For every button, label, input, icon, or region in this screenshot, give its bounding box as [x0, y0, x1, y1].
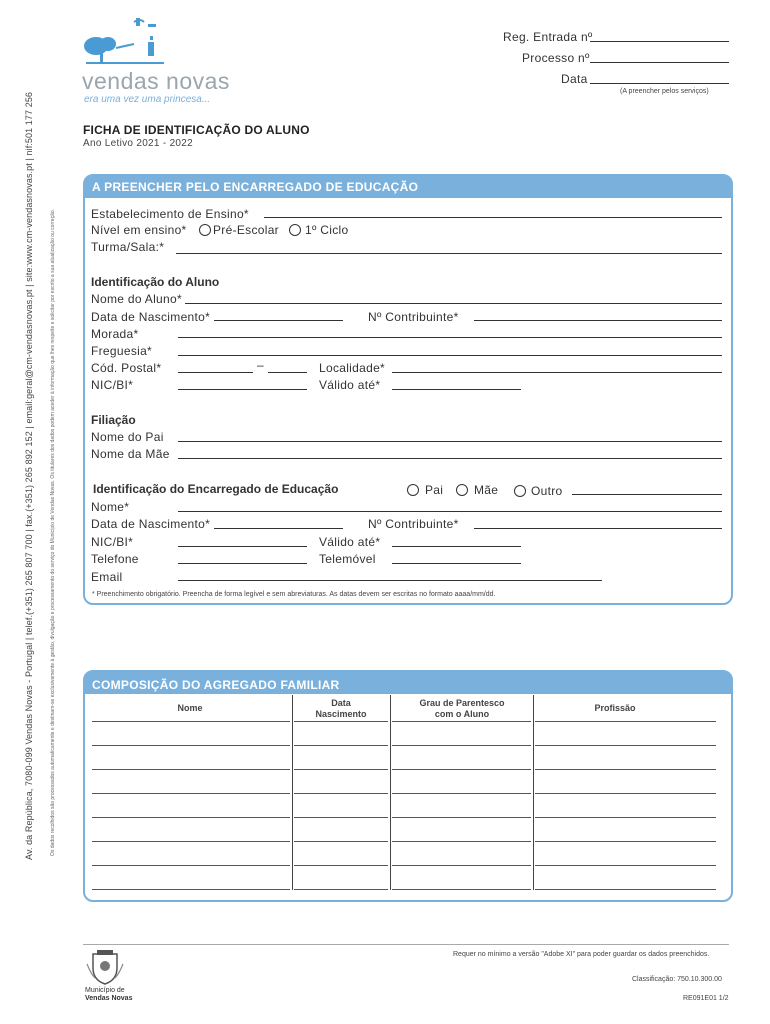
morada-label: Morada*: [91, 327, 139, 341]
col-data-header: [300, 698, 382, 720]
ee-data-nasc-label: Data de Nascimento*: [91, 517, 211, 531]
table-cell-field[interactable]: [294, 745, 388, 746]
ee-contribuinte-field[interactable]: [474, 528, 722, 529]
col-divider: [292, 695, 293, 890]
telemovel-field[interactable]: [392, 563, 521, 564]
table-cell-field[interactable]: [392, 841, 531, 842]
municipio-line1: Município de: [85, 987, 125, 994]
valido-field[interactable]: [392, 389, 521, 390]
estabelecimento-label: Estabelecimento de Ensino*: [91, 207, 249, 221]
ee-nic-label: NIC/BI*: [91, 535, 134, 549]
reg-entrada-label: Reg. Entrada nº: [503, 30, 593, 44]
estabelecimento-field[interactable]: [264, 217, 722, 218]
brand-name: vendas novas: [82, 68, 230, 94]
table-cell-field[interactable]: [92, 721, 290, 722]
table-cell-field[interactable]: [92, 793, 290, 794]
mae-label: Mãe: [474, 483, 499, 497]
nome-aluno-field[interactable]: [185, 303, 722, 304]
footer-divider: [83, 944, 729, 945]
classificacao-text: Classificação: 750.10.300.00: [632, 976, 722, 983]
table-cell-field[interactable]: [294, 721, 388, 722]
table-cell-field[interactable]: [92, 817, 290, 818]
nome-mae-label: Nome da Mãe: [91, 447, 170, 461]
col-divider: [533, 695, 534, 890]
table-cell-field[interactable]: [535, 769, 716, 770]
valido-label: Válido até*: [319, 378, 381, 392]
servicos-note: (A preencher pelos serviços): [620, 88, 709, 95]
col-nome-header: Nome: [177, 703, 203, 713]
table-cell-field[interactable]: [294, 817, 388, 818]
telefone-label: Telefone: [91, 552, 139, 566]
ee-contribuinte-label: Nº Contribuinte*: [368, 517, 459, 531]
col-divider: [390, 695, 391, 890]
table-cell-field[interactable]: [294, 793, 388, 794]
contribuinte-label: Nº Contribuinte*: [368, 310, 459, 324]
table-cell-field[interactable]: [294, 865, 388, 866]
primeiro-ciclo-radio[interactable]: [289, 224, 301, 236]
freguesia-label: Freguesia*: [91, 344, 153, 358]
outro-radio[interactable]: [514, 485, 526, 497]
nome-mae-field[interactable]: [178, 458, 722, 459]
table-cell-field[interactable]: [392, 889, 531, 890]
telemovel-label: Telemóvel: [319, 552, 376, 566]
ee-valido-field[interactable]: [392, 546, 521, 547]
data-field[interactable]: [590, 83, 729, 84]
adobe-note: Requer no mínimo a versão "Adobe XI" para poder guardar os dados preenchidos.: [453, 951, 710, 958]
col-grau-header-text: Grau de Parentesco com o Aluno: [419, 698, 505, 719]
pai-radio[interactable]: [407, 484, 419, 496]
contribuinte-field[interactable]: [474, 320, 722, 321]
freguesia-field[interactable]: [178, 355, 722, 356]
morada-field[interactable]: [178, 337, 722, 338]
table-cell-field[interactable]: [92, 865, 290, 866]
table-cell-field[interactable]: [392, 721, 531, 722]
table-cell-field[interactable]: [535, 841, 716, 842]
nic-bi-field[interactable]: [178, 389, 307, 390]
processo-field[interactable]: [590, 62, 729, 63]
postal-dash: –: [257, 358, 264, 372]
col-grau-header: [398, 698, 526, 720]
outro-field[interactable]: [572, 494, 722, 495]
outro-label: Outro: [531, 484, 563, 498]
table-cell-field[interactable]: [535, 793, 716, 794]
col-data-header-text: Data Nascimento: [315, 698, 367, 719]
primeiro-ciclo-label: 1º Ciclo: [305, 223, 349, 237]
table-cell-field[interactable]: [92, 745, 290, 746]
turma-field[interactable]: [176, 253, 722, 254]
localidade-label: Localidade*: [319, 361, 386, 375]
table-cell-field[interactable]: [294, 841, 388, 842]
table-cell-field[interactable]: [92, 841, 290, 842]
nome-pai-field[interactable]: [178, 441, 722, 442]
ee-valido-label: Válido até*: [319, 535, 381, 549]
ee-nome-label: Nome*: [91, 500, 130, 514]
section-title: COMPOSIÇÃO DO AGREGADO FAMILIAR: [92, 678, 340, 692]
table-cell-field[interactable]: [392, 865, 531, 866]
data-label: Data: [561, 72, 588, 86]
table-cell-field[interactable]: [294, 889, 388, 890]
logo-emblem-icon: [82, 16, 172, 68]
ee-nic-field[interactable]: [178, 546, 307, 547]
brand-tagline: era uma vez uma princesa...: [84, 94, 211, 105]
ee-data-nasc-field[interactable]: [214, 528, 343, 529]
cod-postal-field-1[interactable]: [178, 372, 253, 373]
table-cell-field[interactable]: [535, 817, 716, 818]
processo-label: Processo nº: [522, 51, 590, 65]
pai-label: Pai: [425, 483, 444, 497]
vendas-novas-logo: [82, 16, 172, 68]
table-cell-field[interactable]: [392, 793, 531, 794]
table-cell-field[interactable]: [392, 817, 531, 818]
data-nasc-field[interactable]: [214, 320, 343, 321]
data-nasc-label: Data de Nascimento*: [91, 310, 211, 324]
table-cell-field[interactable]: [392, 769, 531, 770]
nivel-label: Nível em ensino*: [91, 223, 187, 237]
cod-postal-label: Cód. Postal*: [91, 361, 162, 375]
table-cell-field[interactable]: [535, 745, 716, 746]
localidade-field[interactable]: [392, 372, 722, 373]
table-cell-field[interactable]: [535, 889, 716, 890]
turma-label: Turma/Sala:*: [91, 240, 165, 254]
cod-postal-field-2[interactable]: [268, 372, 307, 373]
email-field[interactable]: [178, 580, 602, 581]
municipio-line2: Vendas Novas: [85, 995, 133, 1002]
table-cell-field[interactable]: [294, 769, 388, 770]
side-address-text: Av. da República, 7080-099 Vendas Novas - Portugal | telef.(+351) 265 807 700 | fax.(+351) 265 892 152 | email:geral@cm-vendasnovas.pt | site:www.cm-vendasnovas.pt | nif:501 177 256: [24, 91, 34, 860]
aluno-heading: Identificação do Aluno: [91, 275, 220, 289]
mandatory-note: * Preenchimento obrigatório. Preencha de forma legível e sem abreviaturas. As datas devem ser escritas no formato aaaa/mm/dd.: [92, 591, 496, 598]
form-title: FICHA DE IDENTIFICAÇÃO DO ALUNO: [83, 123, 310, 137]
col-profissao-header: Profissão: [594, 703, 636, 713]
table-cell-field[interactable]: [535, 865, 716, 866]
nic-bi-label: NIC/BI*: [91, 378, 134, 392]
ee-nome-field[interactable]: [178, 511, 722, 512]
ee-heading: Identificação do Encarregado de Educação: [93, 482, 339, 496]
filiacao-heading: Filiação: [91, 413, 136, 427]
email-label: Email: [91, 570, 123, 584]
table-cell-field[interactable]: [92, 769, 290, 770]
pre-escolar-radio[interactable]: [199, 224, 211, 236]
nome-pai-label: Nome do Pai: [91, 430, 164, 444]
nome-aluno-label: Nome do Aluno*: [91, 292, 182, 306]
reg-entrada-field[interactable]: [590, 41, 729, 42]
section-header: [85, 176, 731, 198]
table-cell-field[interactable]: [92, 889, 290, 890]
school-year: Ano Letivo 2021 - 2022: [83, 138, 194, 149]
section-header: [85, 672, 731, 694]
side-privacy-text: Os dados recolhidos são processados automaticamente e destinam-se exclusivamente à gestão, divulgação e processamento do serviço do Município de Vendas Novas. Os titulares dos dados podem aceder à informação que lhes respeite e solicitar por escrito a sua atualização ou correção.: [50, 208, 56, 856]
table-cell-field[interactable]: [392, 745, 531, 746]
doc-code-text: RE091E01 1/2: [683, 995, 729, 1002]
municipio-crest-icon: [85, 950, 125, 986]
telefone-field[interactable]: [178, 563, 307, 564]
table-cell-field[interactable]: [535, 721, 716, 722]
pre-escolar-label: Pré-Escolar: [213, 223, 279, 237]
mae-radio[interactable]: [456, 484, 468, 496]
section-title: A PREENCHER PELO ENCARREGADO DE EDUCAÇÃO: [92, 180, 419, 194]
